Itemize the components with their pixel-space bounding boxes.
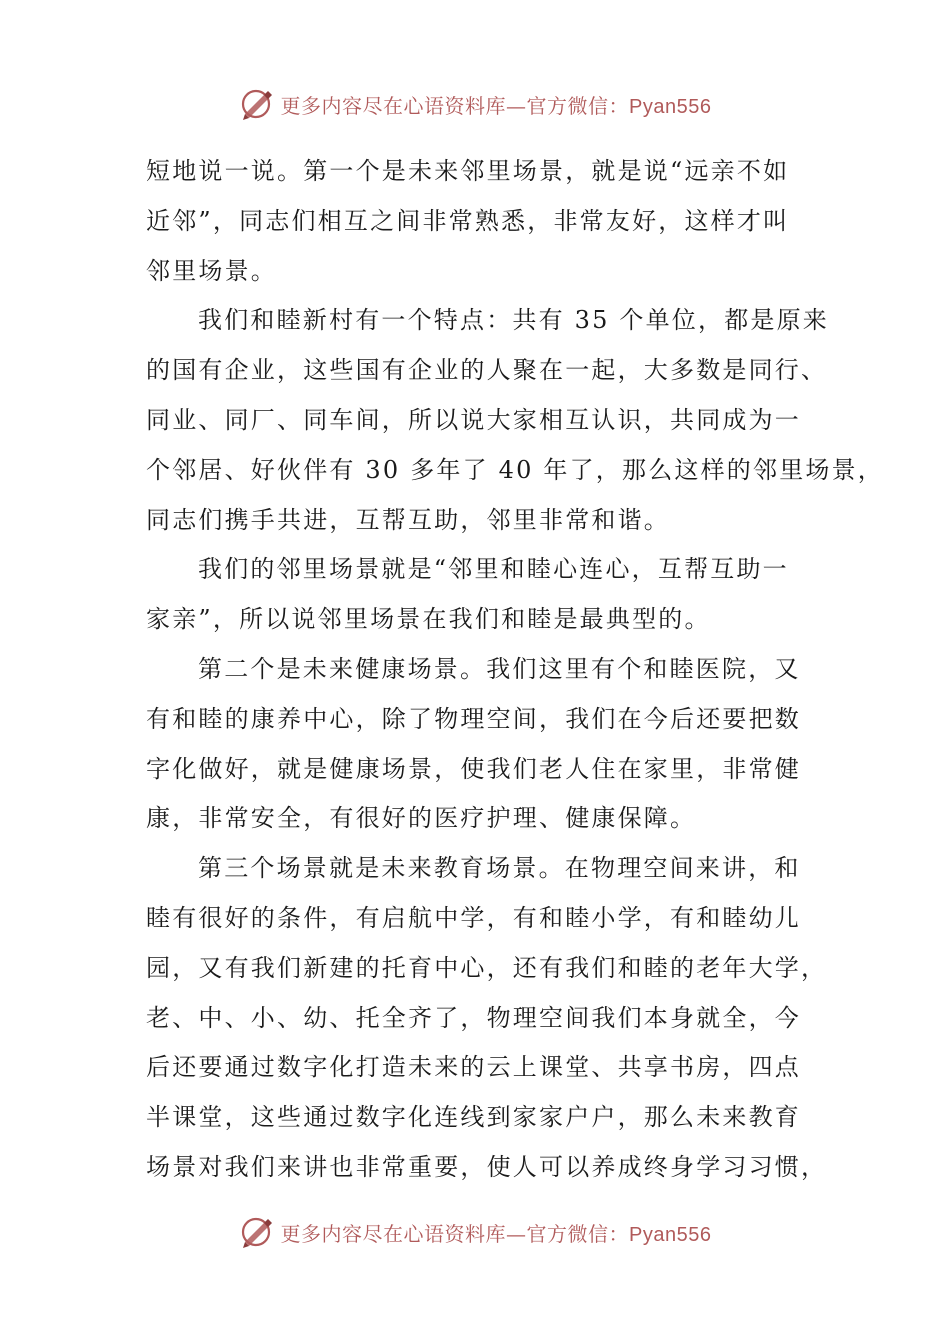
text-line: 后还要通过数字化打造未来的云上课堂、共享书房，四点 — [146, 1053, 801, 1082]
pen-logo-icon — [239, 1214, 275, 1250]
text-line: 有和睦的康养中心，除了物理空间，我们在今后还要把数 — [146, 704, 801, 733]
watermark-text: 更多内容尽在心语资料库—官方微信：Pyan556 — [280, 93, 712, 118]
watermark-text: 更多内容尽在心语资料库—官方微信：Pyan556 — [280, 1221, 712, 1246]
document-body — [146, 147, 884, 1193]
text-line: 我们和睦新村有一个特点：共有 35 个单位，都是原来 — [198, 306, 829, 335]
watermark-handle: Pyan556 — [629, 1223, 712, 1246]
text-line: 我们的邻里场景就是“邻里和睦心连心，互帮互助一 — [198, 555, 789, 584]
text-line: 睦有很好的条件，有启航中学，有和睦小学，有和睦幼儿 — [146, 903, 801, 932]
text-line: 同业、同厂、同车间，所以说大家相互认识，共同成为一 — [146, 405, 801, 434]
text-line: 康，非常安全，有很好的医疗护理、健康保障。 — [146, 804, 697, 833]
text-line: 家亲”，所以说邻里场景在我们和睦是最典型的。 — [146, 605, 711, 634]
header-watermark — [0, 84, 950, 124]
text-line: 的国有企业，这些国有企业的人聚在一起，大多数是同行、 — [146, 356, 828, 385]
footer-watermark — [0, 1212, 950, 1252]
text-line: 半课堂，这些通过数字化连线到家家户户，那么未来教育 — [146, 1103, 801, 1132]
pen-logo-icon — [239, 86, 275, 122]
text-line: 园，又有我们新建的托育中心，还有我们和睦的老年大学， — [146, 953, 828, 982]
text-line: 老、中、小、幼、托全齐了，物理空间我们本身就全，今 — [146, 1003, 801, 1032]
watermark-handle: Pyan556 — [629, 95, 712, 118]
text-line: 第三个场景就是未来教育场景。在物理空间来讲，和 — [198, 854, 801, 883]
text-line: 同志们携手共进，互帮互助，邻里非常和谐。 — [146, 505, 670, 534]
text-line: 场景对我们来讲也非常重要，使人可以养成终身学习习惯， — [146, 1152, 828, 1181]
text-line: 短地说一说。第一个是未来邻里场景，就是说“远亲不如 — [146, 157, 790, 185]
text-line: 第二个是未来健康场景。我们这里有个和睦医院，又 — [198, 654, 801, 683]
text-line: 近邻”，同志们相互之间非常熟悉，非常友好，这样才叫 — [146, 206, 790, 235]
text-line: 邻里场景。 — [146, 256, 277, 285]
text-line: 个邻居、好伙伴有 30 多年了 40 年了，那么这样的邻里场景， — [146, 455, 884, 484]
text-line: 字化做好，就是健康场景，使我们老人住在家里，非常健 — [146, 754, 801, 783]
